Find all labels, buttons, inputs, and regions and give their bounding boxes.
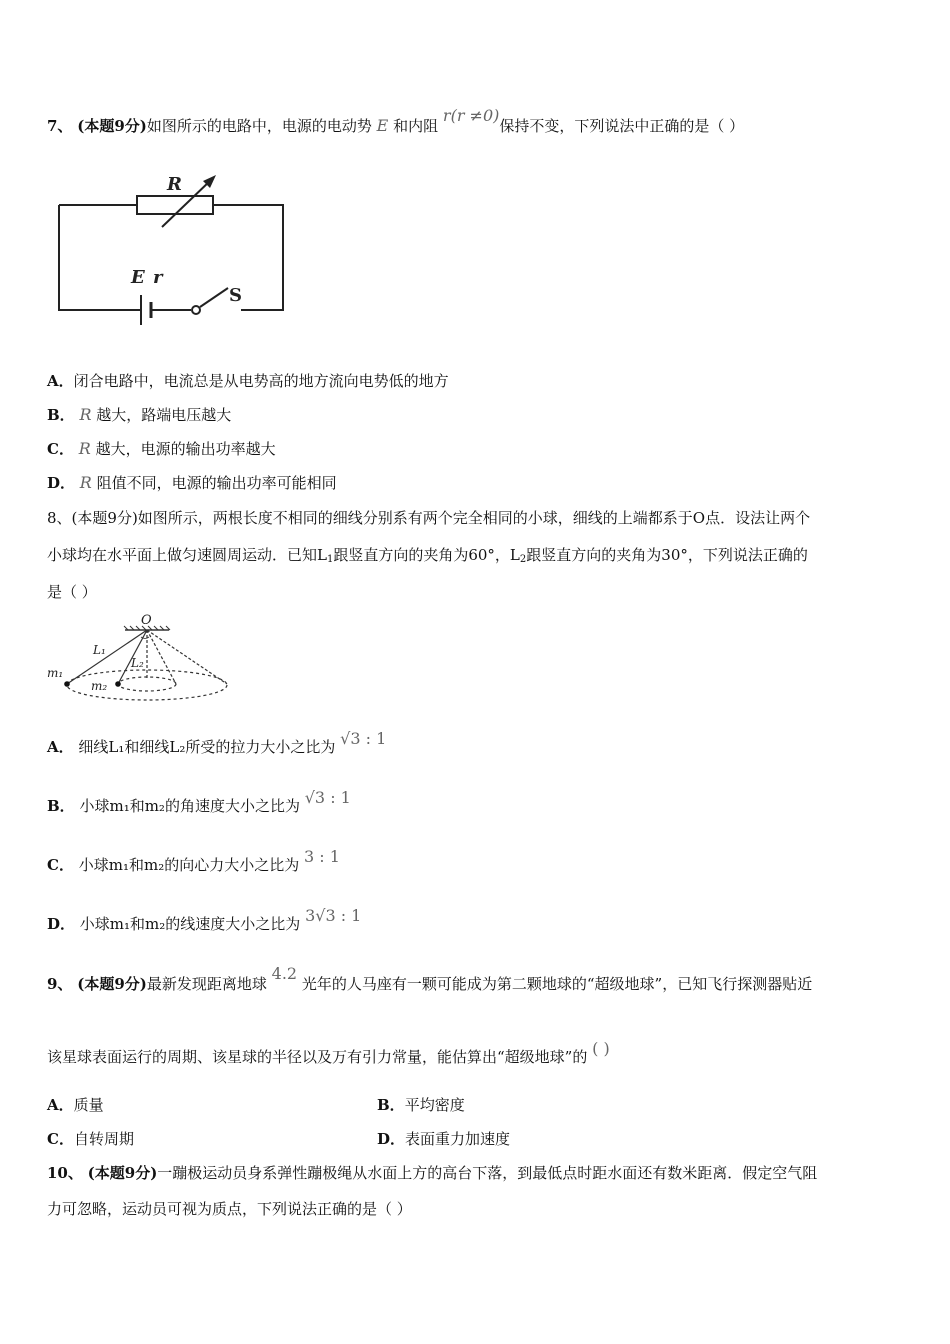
q10-stem [47,1162,817,1183]
option-letter: A． [47,738,74,756]
option-math: R [79,405,92,424]
option-letter: C． [47,1130,74,1148]
q8-label-O: O [141,613,152,628]
option-text: 闭合电路中，电流总是从电势高的地方流向电势低的地方 [73,372,449,390]
q7-option-c [47,438,276,459]
option-text: 小球m₁和m₂的线速度大小之比为 [79,915,301,933]
q9-number: 9、 [47,975,73,993]
q8-line-1: 8、(本题9分)如图所示，两根长度不相同的细线分别系有两个完全相同的小球，细线的上端都系于O点．设法让两个 [47,509,811,527]
q9-option-b [377,1094,465,1115]
option-math: R [79,473,92,492]
option-text: 阻值不同，电源的输出功率可能相同 [96,474,337,492]
option-text: 平均密度 [404,1096,465,1114]
q10-number: 10、 [47,1164,83,1182]
q7-math-E: E [376,116,389,135]
option-math: √3 : 1 [304,788,351,807]
q7-stem [47,106,745,136]
q7-option-a [47,370,449,391]
q8-label-L1: L₁ [93,643,106,657]
option-letter: A． [47,1096,74,1114]
q7-number: 7、 [47,117,73,135]
q7-label-R: R [167,174,182,195]
q7-option-b [47,404,231,425]
q9-paren: ( ) [592,1039,610,1058]
q9-math-dist: 4.2 [271,964,298,983]
q9-stem [47,964,813,994]
q7-circuit-figure [45,165,295,340]
q10-text-a: 一蹦极运动员身系弹性蹦极绳从水面上方的高台下落，到最低点时距水面还有数米距离．假定空气阻 [157,1164,818,1182]
q7-text-a: 如图所示的电路中，电源的电动势 [146,117,372,135]
option-letter: B． [47,797,75,815]
q8-option-b [47,788,351,816]
q8-label-m2: m₂ [91,679,108,693]
option-text: 小球m₁和m₂的角速度大小之比为 [79,797,300,815]
q8-line2-b: 跟竖直方向的夹角为60°，L [333,546,520,564]
option-text: 小球m₁和m₂的向心力大小之比为 [78,856,300,874]
option-letter: D． [377,1130,406,1148]
q9-text-b: 光年的人马座有一颗可能成为第二颗地球的“超级地球”，已知飞行探测器贴近 [301,975,813,993]
option-text: 越大，电源的输出功率越大 [95,440,276,458]
q8-option-d [47,906,362,934]
option-text: 表面重力加速度 [405,1130,511,1148]
q9-option-c [47,1128,134,1149]
q7-text-b: 和内阻 [393,117,439,135]
q9-option-a [47,1094,104,1115]
q8-line2-sub1: 1 [326,554,334,565]
q7-option-d [47,472,337,493]
q7-math-r: r(r ≠0) [442,106,500,125]
q7-header: (本题9分) [77,117,147,135]
q8-line-3: 是（ ） [47,583,97,601]
q9-header: (本题9分) [77,975,147,993]
option-letter: D． [47,915,76,933]
q10-header: (本题9分) [87,1164,158,1182]
q8-option-a [47,729,387,757]
q7-text-c: 保持不变，下列说法中正确的是（ ） [499,117,745,135]
option-letter: D． [47,474,76,492]
q7-label-r: r [153,267,163,288]
q8-option-c [47,847,340,875]
q9-text-a: 最新发现距离地球 [146,975,267,993]
option-letter: B． [47,406,75,424]
option-letter: C． [47,440,74,458]
q8-label-m1: m₁ [47,666,64,680]
q8-pendulum-figure [45,612,235,707]
option-letter: A． [47,372,74,390]
option-math: √3 : 1 [340,729,387,748]
option-math: 3 : 1 [304,847,340,866]
option-letter: C． [47,856,74,874]
option-text: 细线L₁和细线L₂所受的拉力大小之比为 [78,738,336,756]
q10-line-2: 力可忽略，运动员可视为质点，下列说法正确的是（ ） [47,1200,412,1218]
q7-label-S: S [229,285,242,306]
option-letter: B． [377,1096,405,1114]
option-math: R [78,439,91,458]
option-text: 自转周期 [73,1130,134,1148]
q9-option-d [377,1128,510,1149]
q9-line2-text: 该星球表面运行的周期、该星球的半径以及万有引力常量，能估算出“超级地球”的 [47,1048,588,1066]
q8-line-2 [47,544,808,565]
q8-line2-sub2: 2 [519,554,527,565]
option-text: 越大，路端电压越大 [96,406,232,424]
q8-line2-a: 小球均在水平面上做匀速圆周运动．已知L [47,546,327,564]
option-math: 3√3 : 1 [305,906,362,925]
q7-label-E: E [131,267,145,288]
q8-line2-c: 跟竖直方向的夹角为30°，下列说法正确的 [526,546,808,564]
q9-line-2 [47,1039,610,1067]
q8-label-L2: L₂ [131,656,144,670]
option-text: 质量 [73,1096,104,1114]
